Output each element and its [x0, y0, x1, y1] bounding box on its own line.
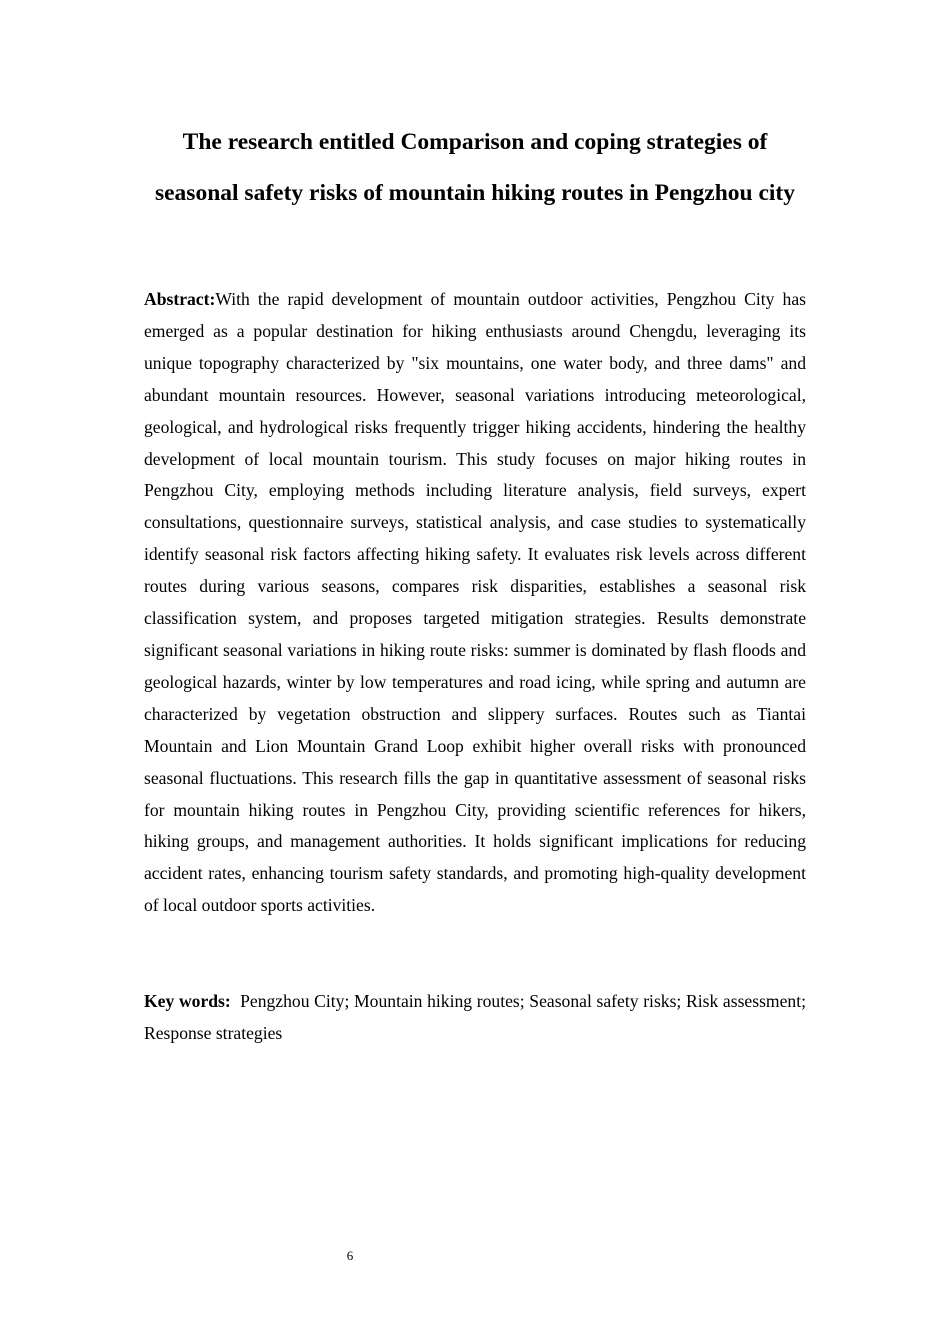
keywords-text: Pengzhou City; Mountain hiking routes; Seasonal safety risks; Risk assessment; Response strategies — [144, 991, 806, 1043]
page-number: 6 — [346, 1248, 354, 1263]
keywords-paragraph — [144, 986, 806, 1050]
paper-title: The research entitled Comparison and coping strategies of seasonal safety risks of mountain hiking routes in Pengzhou city — [154, 129, 795, 206]
abstract-label: Abstract: — [144, 289, 216, 309]
abstract-paragraph — [144, 284, 806, 922]
abstract-text: With the rapid development of mountain outdoor activities, Pengzhou City has emerged as a popular destination for hiking enthusiasts around Chengdu, leveraging its unique topography characterized by "six mountains, one water body, and three dams" and abundant mountain resources. However, seasonal variations introducing meteorological, geological, and hydrological risks frequently trigger hiking accidents, hindering the healthy development of local mountain tourism. This study focuses on major hiking routes in Pengzhou City, employing methods including literature analysis, field surveys, expert consultations, questionnaire surveys, statistical analysis, and case studies to systematically identify seasonal risk factors affecting hiking safety. It evaluates risk levels across different routes during various seasons, compares risk disparities, establishes a seasonal risk classification system, and proposes targeted mitigation strategies. Results demonstrate significant seasonal variations in hiking route risks: summer is dominated by flash floods and geological hazards, winter by low temperatures and road icing, while spring and autumn are characterized by vegetation obstruction and slippery surfaces. Routes such as Tiantai Mountain and Lion Mountain Grand Loop exhibit higher overall risks with pronounced seasonal fluctuations. This research fills the gap in quantitative assessment of seasonal risks for mountain hiking routes in Pengzhou City, providing scientific references for hikers, hiking groups, and management authorities. It holds significant implications for reducing accident rates, enhancing tourism safety standards, and promoting high-quality development of local outdoor sports activities. — [144, 289, 806, 916]
keywords-label: Key words: — [144, 991, 231, 1011]
